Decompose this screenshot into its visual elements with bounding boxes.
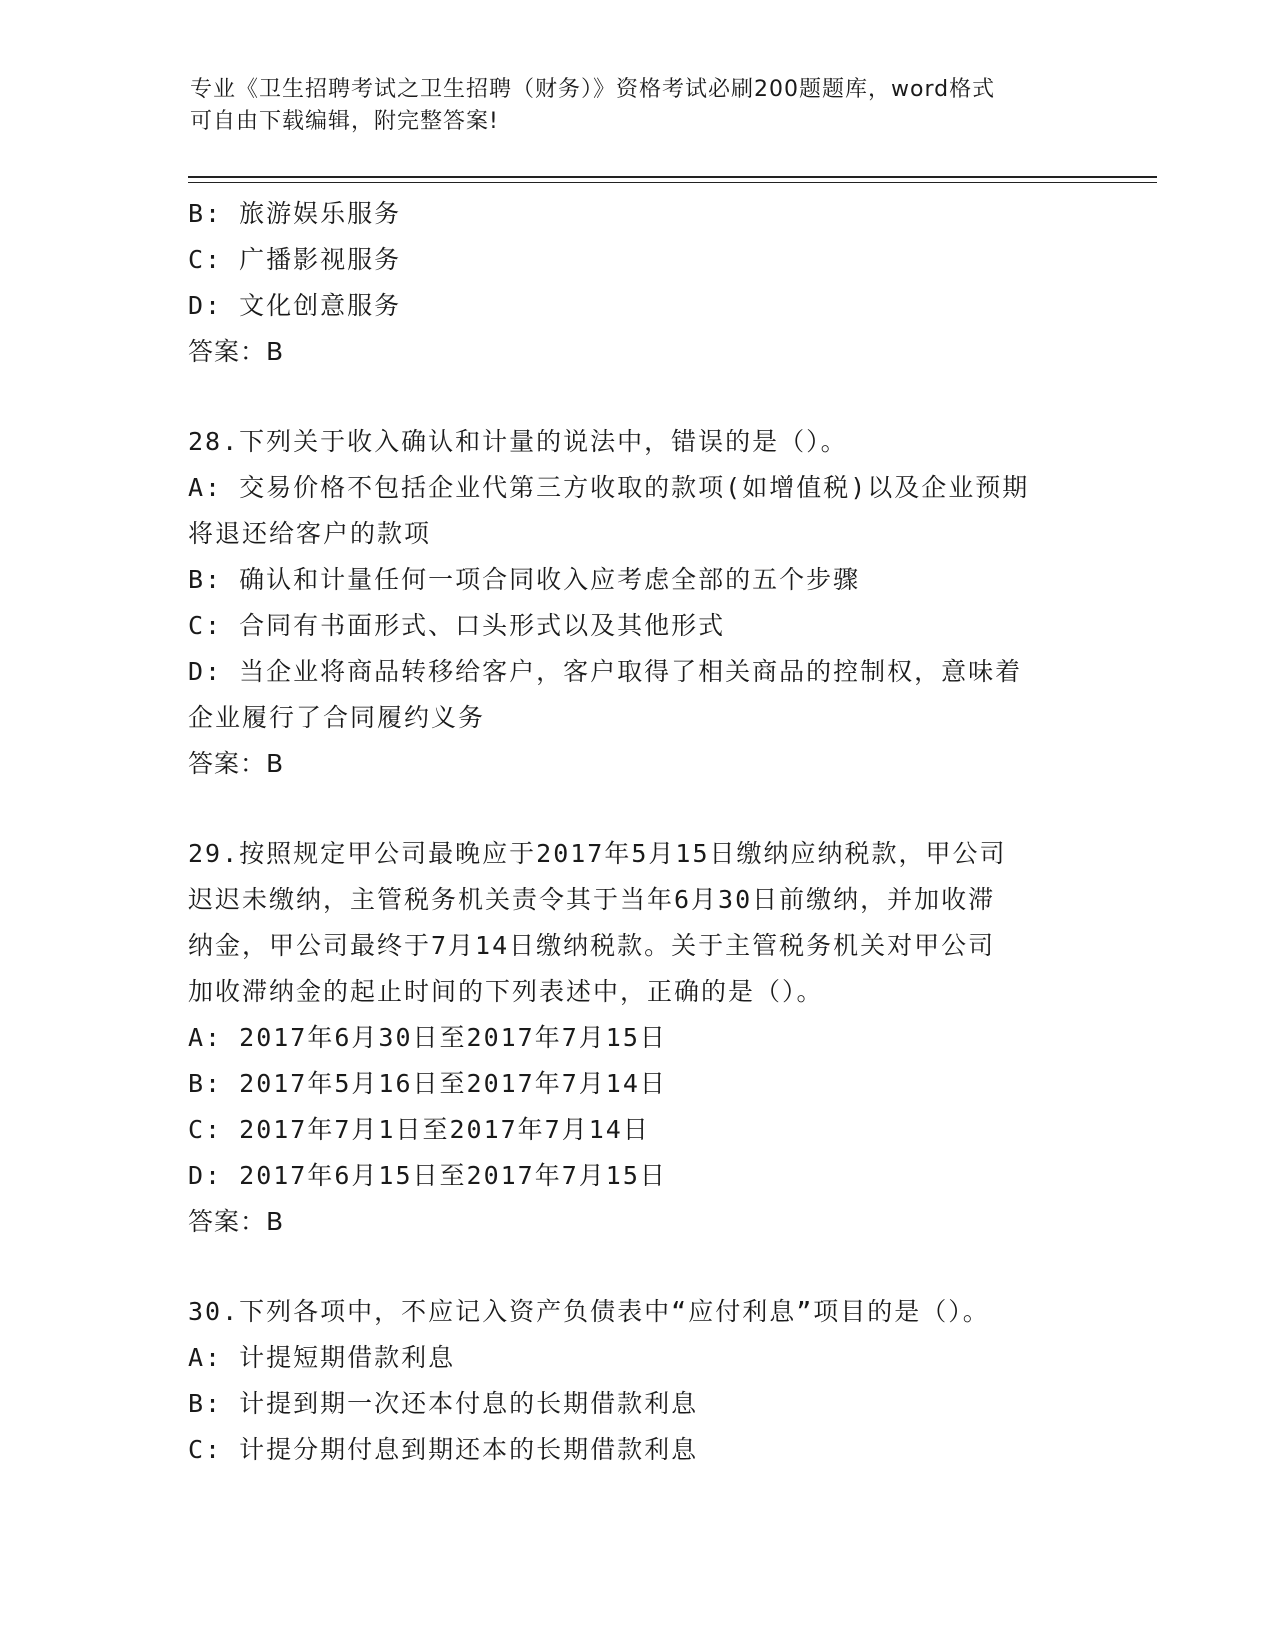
question-29 xyxy=(188,831,1088,1245)
question-30 xyxy=(188,1289,1088,1473)
question-text: 29.按照规定甲公司最晚应于2017年5月15日缴纳应纳税款，甲公司 xyxy=(188,839,1007,868)
answer: 答案：B xyxy=(188,1207,285,1236)
option-a: A: 2017年6月30日至2017年7月15日 xyxy=(188,1023,667,1052)
option-b: B: 旅游娱乐服务 xyxy=(188,199,402,228)
option-b: B: 确认和计量任何一项合同收入应考虑全部的五个步骤 xyxy=(188,565,861,594)
option-d: D: 2017年6月15日至2017年7月15日 xyxy=(188,1161,667,1190)
option-c: C: 合同有书面形式、口头形式以及其他形式 xyxy=(188,611,726,640)
document-body xyxy=(188,191,1088,1473)
document-header xyxy=(190,74,1090,138)
question-27-tail xyxy=(188,191,1088,375)
answer: 答案：B xyxy=(188,337,285,366)
question-28 xyxy=(188,419,1088,787)
option-a: A: 计提短期借款利息 xyxy=(188,1343,456,1372)
question-text: 28.下列关于收入确认和计量的说法中，错误的是（）。 xyxy=(188,427,848,456)
question-text: 30.下列各项中，不应记入资产负债表中“应付利息”项目的是（）。 xyxy=(188,1297,990,1326)
option-d-continued: 企业履行了合同履约义务 xyxy=(188,703,486,732)
answer: 答案：B xyxy=(188,749,285,778)
option-d: D: 当企业将商品转移给客户，客户取得了相关商品的控制权，意味着 xyxy=(188,657,1023,686)
header-rule-thick xyxy=(188,176,1157,178)
header-rule-thin xyxy=(188,182,1157,183)
question-text-continued: 迟迟未缴纳，主管税务机关责令其于当年6月30日前缴纳，并加收滞 xyxy=(188,885,996,914)
option-a: A: 交易价格不包括企业代第三方收取的款项(如增值税)以及企业预期 xyxy=(188,473,1030,502)
option-c: C: 计提分期付息到期还本的长期借款利息 xyxy=(188,1435,699,1464)
option-c: C: 广播影视服务 xyxy=(188,245,402,274)
option-b: B: 计提到期一次还本付息的长期借款利息 xyxy=(188,1389,699,1418)
option-c: C: 2017年7月1日至2017年7月14日 xyxy=(188,1115,650,1144)
header-line-2: 可自由下载编辑，附完整答案! xyxy=(190,109,499,134)
option-d: D: 文化创意服务 xyxy=(188,291,402,320)
header-line-1: 专业《卫生招聘考试之卫生招聘（财务）》资格考试必刷200题题库，word格式 xyxy=(190,77,996,102)
question-text-continued: 纳金，甲公司最终于7月14日缴纳税款。关于主管税务机关对甲公司 xyxy=(188,931,996,960)
option-a-continued: 将退还给客户的款项 xyxy=(188,519,432,548)
question-text-continued: 加收滞纳金的起止时间的下列表述中，正确的是（）。 xyxy=(188,977,824,1006)
option-b: B: 2017年5月16日至2017年7月14日 xyxy=(188,1069,667,1098)
